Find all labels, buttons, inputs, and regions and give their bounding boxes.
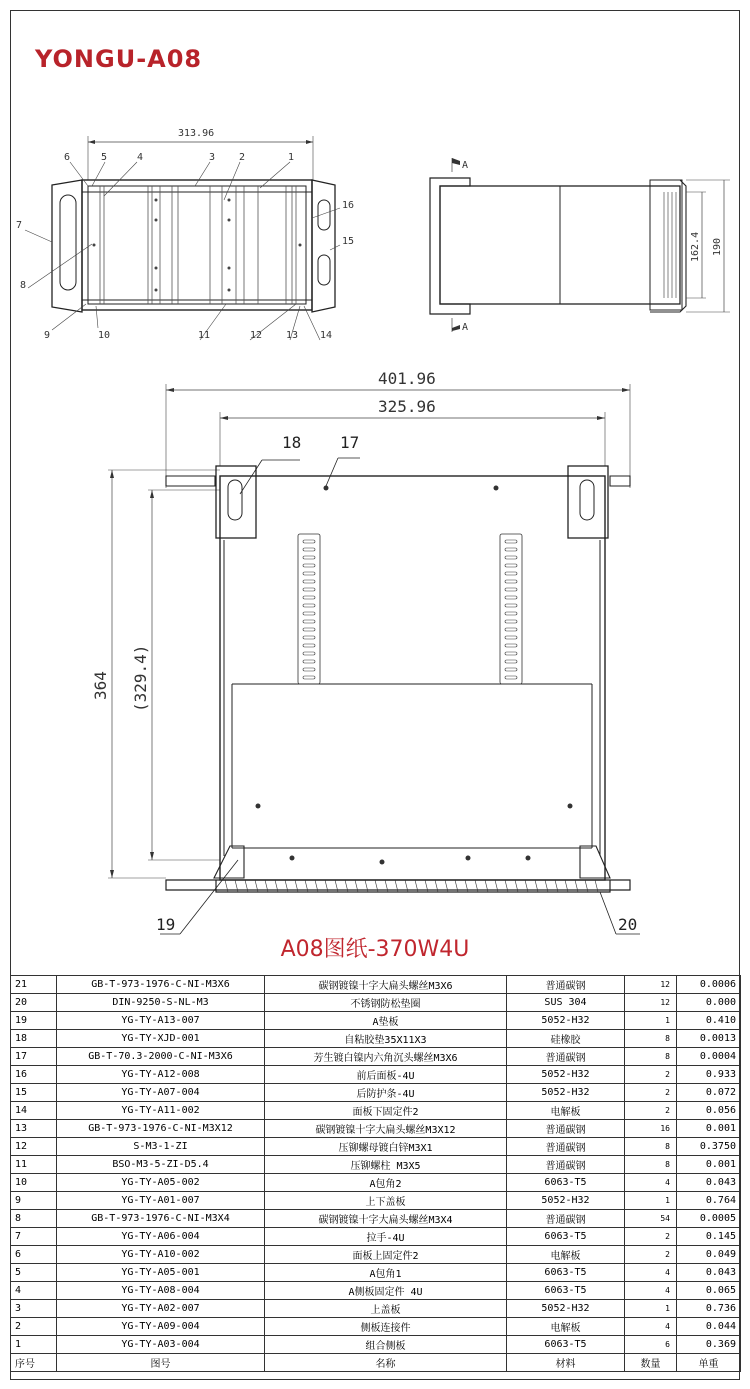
bom-cell-name: A包角1 [265, 1264, 507, 1282]
vent-slot [505, 628, 517, 631]
bom-cell-weight: 0.410 [677, 1012, 741, 1030]
bom-row [11, 1210, 741, 1228]
vent-slot [505, 660, 517, 663]
header-code: 图号 [57, 1354, 265, 1372]
vent-slot [303, 548, 315, 551]
brand-title: YONGU-A08 [35, 45, 203, 73]
bom-cell-code: GB-T-70.3-2000-C-NI-M3X6 [57, 1048, 265, 1066]
side-view [430, 158, 730, 333]
bom-cell-name: 组合侧板 [265, 1336, 507, 1354]
header-material: 材料 [507, 1354, 625, 1372]
bom-cell-weight: 0.3750 [677, 1138, 741, 1156]
bom-cell-qty: 2 [625, 1066, 677, 1084]
vent-slot [303, 676, 315, 679]
bom-cell-qty: 8 [625, 1030, 677, 1048]
bom-cell-seq: 8 [11, 1210, 57, 1228]
vent-slot [505, 676, 517, 679]
bom-cell-name: 上下盖板 [265, 1192, 507, 1210]
bom-cell-code: S-M3-1-ZI [57, 1138, 265, 1156]
bom-cell-code: YG-TY-A01-007 [57, 1192, 265, 1210]
bom-cell-weight: 0.044 [677, 1318, 741, 1336]
bom-cell-seq: 4 [11, 1282, 57, 1300]
vent-slot [303, 644, 315, 647]
vent-slot [303, 540, 315, 543]
vent-slot [303, 604, 315, 607]
bom-cell-qty: 1 [625, 1300, 677, 1318]
bom-row [11, 976, 741, 994]
callout-1: 1 [288, 152, 295, 163]
bom-row [11, 994, 741, 1012]
bom-row [11, 1300, 741, 1318]
bom-cell-material: 硅橡胶 [507, 1030, 625, 1048]
bom-row [11, 1030, 741, 1048]
bom-cell-seq: 5 [11, 1264, 57, 1282]
dim-overall-width: 401.96 [378, 369, 436, 388]
top-view [16, 128, 354, 341]
bom-cell-weight: 0.000 [677, 994, 741, 1012]
bom-cell-seq: 2 [11, 1318, 57, 1336]
callout-12: 12 [250, 330, 263, 341]
bom-cell-weight: 0.049 [677, 1246, 741, 1264]
header-qty: 数量 [625, 1354, 677, 1372]
bom-cell-name: 侧板连接件 [265, 1318, 507, 1336]
bom-row [11, 1012, 741, 1030]
bom-cell-weight: 0.001 [677, 1120, 741, 1138]
bom-cell-seq: 15 [11, 1084, 57, 1102]
bom-table [10, 975, 741, 1372]
vent-slot [505, 556, 517, 559]
bom-cell-weight: 0.056 [677, 1102, 741, 1120]
bom-cell-qty: 4 [625, 1282, 677, 1300]
bom-cell-seq: 17 [11, 1048, 57, 1066]
section-a-bottom: A [462, 322, 469, 333]
bom-cell-weight: 0.369 [677, 1336, 741, 1354]
bom-cell-material: 电解板 [507, 1318, 625, 1336]
bom-cell-code: YG-TY-A09-004 [57, 1318, 265, 1336]
bom-cell-material: 普通碳钢 [507, 976, 625, 994]
bom-cell-material: 5052-H32 [507, 1300, 625, 1318]
bom-row [11, 1048, 741, 1066]
bom-cell-material: 6063-T5 [507, 1228, 625, 1246]
bom-cell-name: 面板下固定件2 [265, 1102, 507, 1120]
callout-10: 10 [98, 330, 111, 341]
dim-top-width: 313.96 [178, 128, 215, 139]
bom-cell-material: 5052-H32 [507, 1066, 625, 1084]
bom-cell-material: 5052-H32 [507, 1012, 625, 1030]
dim-outer-height: 190 [712, 237, 723, 256]
callout-14: 14 [320, 330, 333, 341]
bom-cell-code: YG-TY-A11-002 [57, 1102, 265, 1120]
callout-16: 16 [342, 200, 355, 211]
vent-slot [505, 644, 517, 647]
bom-cell-weight: 0.001 [677, 1156, 741, 1174]
bom-cell-seq: 3 [11, 1300, 57, 1318]
callout-11: 11 [198, 330, 211, 341]
vent-slot [505, 604, 517, 607]
callout-5: 5 [101, 152, 108, 163]
bom-cell-material: SUS 304 [507, 994, 625, 1012]
dim-inner-depth: (329.4) [131, 644, 150, 712]
header-weight: 单重 [677, 1354, 741, 1372]
vent-slot [303, 628, 315, 631]
bom-cell-weight: 0.043 [677, 1174, 741, 1192]
bom-cell-material: 普通碳钢 [507, 1210, 625, 1228]
vent-slot [303, 652, 315, 655]
bom-row [11, 1264, 741, 1282]
bom-cell-code: GB-T-973-1976-C-NI-M3X6 [57, 976, 265, 994]
bom-cell-seq: 7 [11, 1228, 57, 1246]
bom-cell-material: 5052-H32 [507, 1192, 625, 1210]
bom-cell-name: 碳钢镀镍十字大扁头螺丝M3X12 [265, 1120, 507, 1138]
bom-cell-material: 电解板 [507, 1246, 625, 1264]
bom-cell-seq: 10 [11, 1174, 57, 1192]
vent-slot [505, 596, 517, 599]
bom-cell-name: 压铆螺母镀白锌M3X1 [265, 1138, 507, 1156]
main-view [91, 369, 640, 934]
bom-cell-name: 后防护条-4U [265, 1084, 507, 1102]
bom-cell-name: 压铆螺柱 M3X5 [265, 1156, 507, 1174]
callout-15: 15 [342, 236, 355, 247]
callout-20: 20 [618, 915, 638, 934]
bom-cell-qty: 54 [625, 1210, 677, 1228]
bom-cell-material: 普通碳钢 [507, 1048, 625, 1066]
bom-cell-qty: 12 [625, 976, 677, 994]
bom-row [11, 1282, 741, 1300]
dim-body-width: 325.96 [378, 397, 436, 416]
bom-cell-weight: 0.065 [677, 1282, 741, 1300]
bom-body [11, 976, 741, 1354]
bom-cell-code: YG-TY-A10-002 [57, 1246, 265, 1264]
vent-slot [303, 636, 315, 639]
bom-cell-seq: 9 [11, 1192, 57, 1210]
dim-depth: 364 [91, 671, 110, 700]
bom-cell-code: DIN-9250-S-NL-M3 [57, 994, 265, 1012]
bom-row [11, 1318, 741, 1336]
callout-2: 2 [239, 152, 246, 163]
bom-row [11, 1120, 741, 1138]
bom-cell-weight: 0.736 [677, 1300, 741, 1318]
bom-cell-name: 拉手-4U [265, 1228, 507, 1246]
vent-slot [505, 668, 517, 671]
vent-slot [303, 588, 315, 591]
bom-cell-seq: 16 [11, 1066, 57, 1084]
bom-cell-name: 上盖板 [265, 1300, 507, 1318]
callout-18: 18 [282, 433, 302, 452]
vent-slot [303, 564, 315, 567]
bom-cell-code: YG-TY-A06-004 [57, 1228, 265, 1246]
bom-row [11, 1246, 741, 1264]
bom-cell-name: A侧板固定件 4U [265, 1282, 507, 1300]
bom-row [11, 1138, 741, 1156]
bom-cell-qty: 2 [625, 1084, 677, 1102]
bom-cell-code: YG-TY-A02-007 [57, 1300, 265, 1318]
vent-slot [505, 588, 517, 591]
bom-cell-seq: 14 [11, 1102, 57, 1120]
bom-cell-weight: 0.072 [677, 1084, 741, 1102]
bom-cell-weight: 0.933 [677, 1066, 741, 1084]
callout-8: 8 [20, 280, 27, 291]
bom-cell-seq: 12 [11, 1138, 57, 1156]
dim-inner-height: 162.4 [690, 231, 701, 262]
vent-slot [303, 580, 315, 583]
bom-cell-qty: 2 [625, 1102, 677, 1120]
header-seq: 序号 [11, 1354, 57, 1372]
bom-cell-material: 6063-T5 [507, 1174, 625, 1192]
bom-cell-qty: 1 [625, 1012, 677, 1030]
bom-row [11, 1156, 741, 1174]
bom-cell-weight: 0.0005 [677, 1210, 741, 1228]
bom-cell-name: 前后面板-4U [265, 1066, 507, 1084]
bom-cell-code: YG-TY-A05-001 [57, 1264, 265, 1282]
bom-cell-weight: 0.145 [677, 1228, 741, 1246]
vent-slot [505, 636, 517, 639]
callout-9: 9 [44, 330, 51, 341]
bom-cell-material: 6063-T5 [507, 1336, 625, 1354]
callout-13: 13 [286, 330, 299, 341]
bom-cell-seq: 21 [11, 976, 57, 994]
bom-cell-qty: 16 [625, 1120, 677, 1138]
bom-cell-seq: 13 [11, 1120, 57, 1138]
bom-row [11, 1174, 741, 1192]
bom-cell-name: 碳钢镀镍十字大扁头螺丝M3X4 [265, 1210, 507, 1228]
bom-header-row [11, 1354, 741, 1372]
bom-cell-qty: 8 [625, 1138, 677, 1156]
bom-cell-code: BSO-M3-5-ZI-D5.4 [57, 1156, 265, 1174]
vent-slot [505, 612, 517, 615]
bom-cell-material: 电解板 [507, 1102, 625, 1120]
bom-cell-qty: 2 [625, 1246, 677, 1264]
callout-19: 19 [156, 915, 176, 934]
vent-slot [303, 596, 315, 599]
bom-cell-qty: 2 [625, 1228, 677, 1246]
bom-cell-seq: 6 [11, 1246, 57, 1264]
vent-slot [505, 548, 517, 551]
bom-cell-code: GB-T-973-1976-C-NI-M3X4 [57, 1210, 265, 1228]
bom-cell-weight: 0.764 [677, 1192, 741, 1210]
bom-cell-qty: 1 [625, 1192, 677, 1210]
bom-cell-code: YG-TY-A12-008 [57, 1066, 265, 1084]
header-name: 名称 [265, 1354, 507, 1372]
bom-cell-qty: 4 [625, 1174, 677, 1192]
bom-row [11, 1066, 741, 1084]
bom-cell-material: 6063-T5 [507, 1264, 625, 1282]
vent-slot [505, 580, 517, 583]
vent-slot [505, 572, 517, 575]
vent-slot [303, 556, 315, 559]
bom-cell-weight: 0.0006 [677, 976, 741, 994]
bom-cell-code: YG-TY-A05-002 [57, 1174, 265, 1192]
bom-cell-material: 普通碳钢 [507, 1156, 625, 1174]
drawing-caption: A08图纸-370W4U [280, 937, 470, 962]
bom-cell-name: A垫板 [265, 1012, 507, 1030]
callout-4: 4 [137, 152, 144, 163]
bom-cell-material: 5052-H32 [507, 1084, 625, 1102]
vent-slot [303, 572, 315, 575]
bom-cell-weight: 0.043 [677, 1264, 741, 1282]
bom-cell-weight: 0.0004 [677, 1048, 741, 1066]
bom-cell-name: A包角2 [265, 1174, 507, 1192]
bom-row [11, 1228, 741, 1246]
bom-cell-material: 6063-T5 [507, 1282, 625, 1300]
bom-cell-name: 自粘胶垫35X11X3 [265, 1030, 507, 1048]
vent-slot [505, 540, 517, 543]
bom-cell-qty: 4 [625, 1318, 677, 1336]
bom-cell-seq: 18 [11, 1030, 57, 1048]
bom-cell-seq: 1 [11, 1336, 57, 1354]
bom-cell-material: 普通碳钢 [507, 1120, 625, 1138]
callout-7: 7 [16, 220, 23, 231]
bom-row [11, 1102, 741, 1120]
vent-slot [303, 668, 315, 671]
bom-cell-seq: 19 [11, 1012, 57, 1030]
bom-cell-name: 芳生镀白镍内六角沉头螺丝M3X6 [265, 1048, 507, 1066]
vent-slot [303, 612, 315, 615]
bom-cell-qty: 8 [625, 1048, 677, 1066]
bom-cell-name: 面板上固定件2 [265, 1246, 507, 1264]
bom-cell-code: YG-TY-A07-004 [57, 1084, 265, 1102]
callout-3: 3 [209, 152, 216, 163]
bom-cell-name: 不锈钢防松垫圈 [265, 994, 507, 1012]
bom-cell-qty: 4 [625, 1264, 677, 1282]
bom-cell-qty: 8 [625, 1156, 677, 1174]
bom-row [11, 1336, 741, 1354]
bom-cell-qty: 12 [625, 994, 677, 1012]
vent-slot [303, 620, 315, 623]
vent-slot [303, 660, 315, 663]
section-a-top: A [462, 160, 469, 171]
bom-cell-code: YG-TY-A03-004 [57, 1336, 265, 1354]
bom-row [11, 1192, 741, 1210]
vent-slot [505, 620, 517, 623]
vent-slot [505, 564, 517, 567]
bom-row [11, 1084, 741, 1102]
bom-cell-material: 普通碳钢 [507, 1138, 625, 1156]
bom-cell-qty: 6 [625, 1336, 677, 1354]
bom-cell-name: 碳钢镀镍十字大扁头螺丝M3X6 [265, 976, 507, 994]
vent-slot [505, 652, 517, 655]
bom-cell-weight: 0.0013 [677, 1030, 741, 1048]
bom-cell-seq: 20 [11, 994, 57, 1012]
callout-6: 6 [64, 152, 71, 163]
bom-cell-code: YG-TY-A08-004 [57, 1282, 265, 1300]
bom-cell-code: YG-TY-XJD-001 [57, 1030, 265, 1048]
bom-cell-seq: 11 [11, 1156, 57, 1174]
callout-17: 17 [340, 433, 360, 452]
bom-cell-code: GB-T-973-1976-C-NI-M3X12 [57, 1120, 265, 1138]
bom-cell-code: YG-TY-A13-007 [57, 1012, 265, 1030]
